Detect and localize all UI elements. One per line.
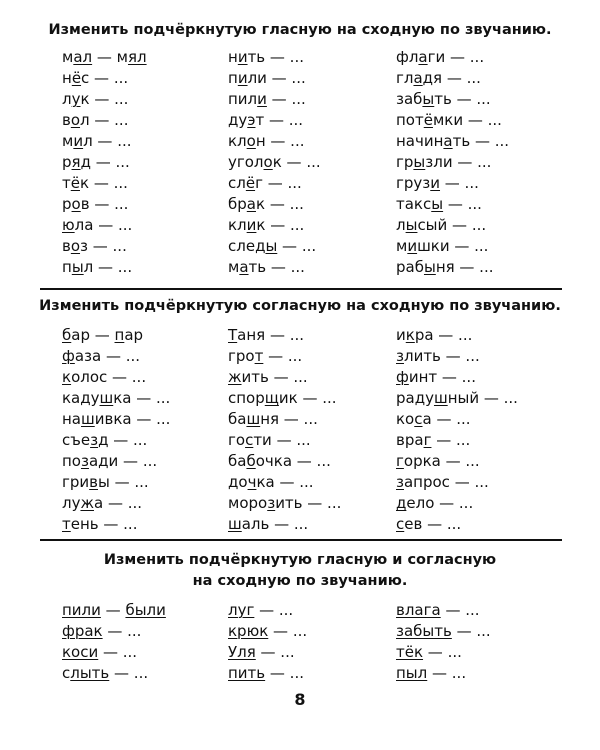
word-pair: запрос — ... [396,473,489,491]
word-pair: грот — ... [228,347,303,365]
word-pair: коси — ... [62,643,138,661]
word-pair: сев — ... [396,515,462,533]
word-pair: коса — ... [396,410,471,428]
word-grid [0,325,600,539]
word-pair: пили — были [62,601,166,619]
word-pair: ров — ... [62,195,129,213]
word-pair: бар — пар [62,326,144,344]
heading-line: Изменить подчёркнутую гласную на сходную по звучанию. [48,22,552,38]
word-pair: нёс — ... [62,69,129,87]
section-vowels [0,20,600,282]
word-pair: колос — ... [62,368,147,386]
section-divider [40,288,562,290]
word-pair: луг — ... [228,601,294,619]
heading-line: Изменить подчёркнутую согласную на сходную по звучанию. [39,298,561,314]
word-pair: Уля — ... [228,643,295,661]
word-pair: мил — ... [62,132,132,150]
word-pair: забыть — ... [396,90,491,108]
word-pair: нить — ... [228,48,304,66]
word-column [396,325,518,535]
word-pair: потёмки — ... [396,111,502,129]
word-pair: враг — ... [396,431,471,449]
word-pair: бабочка — ... [228,452,331,470]
word-pair: слёг — ... [228,174,302,192]
word-column [396,600,491,684]
word-pair: вол — ... [62,111,129,129]
word-pair: забыть — ... [396,622,491,640]
word-pair: юла — ... [62,216,133,234]
word-pair: пыл — ... [396,664,467,682]
heading-line: Изменить подчёркнутую гласную и согласную [103,552,497,568]
word-pair: шаль — ... [228,515,309,533]
word-pair: горка — ... [396,452,480,470]
word-pair: спорщик — ... [228,389,337,407]
word-column [228,600,307,684]
word-pair: начинать — ... [396,132,510,150]
word-pair: пили — ... [228,90,306,108]
word-pair: мишки — ... [396,237,489,255]
word-pair: дочка — ... [228,473,314,491]
word-pair: влага — ... [396,601,480,619]
word-column [396,47,509,278]
section-heading [0,20,600,41]
word-pair: следы — ... [228,237,317,255]
word-pair: брак — ... [228,195,304,213]
section-heading [0,550,600,592]
word-pair: гости — ... [228,431,311,449]
word-pair: ряд — ... [62,153,130,171]
word-grid [0,600,600,690]
word-pair: пыл — ... [62,258,133,276]
section-divider [40,539,562,541]
word-pair: лужа — ... [62,494,143,512]
section-consonants [0,296,600,539]
word-pair: мать — ... [228,258,305,276]
word-pair: мал — мял [62,48,147,66]
word-pair: грузи — ... [396,174,479,192]
section-heading [0,296,600,317]
word-pair: морозить — ... [228,494,342,512]
word-pair: крюк — ... [228,622,308,640]
word-pair: фрак — ... [62,622,142,640]
word-pair: лук — ... [62,90,129,108]
word-pair: позади — ... [62,452,158,470]
word-column [62,47,147,278]
word-pair: пить — ... [228,664,304,682]
word-pair: флаги — ... [396,48,485,66]
word-pair: финт — ... [396,368,476,386]
word-pair: пили — ... [228,69,306,87]
word-pair: грызли — ... [396,153,492,171]
word-pair: рабыня — ... [396,258,494,276]
word-pair: слыть — ... [62,664,149,682]
word-column [228,47,321,278]
word-pair: гладя — ... [396,69,481,87]
word-pair: Таня — ... [228,326,305,344]
word-pair: лысый — ... [396,216,487,234]
word-pair: дело — ... [396,494,474,512]
word-column [228,325,341,535]
page-number: 8 [294,690,306,709]
word-pair: клон — ... [228,132,305,150]
word-pair: воз — ... [62,237,127,255]
word-column [62,600,166,684]
word-pair: злить — ... [396,347,480,365]
word-pair: кадушка — ... [62,389,171,407]
word-pair: тёк — ... [396,643,462,661]
word-pair: тёк — ... [62,174,128,192]
word-pair: клик — ... [228,216,305,234]
word-pair: тень — ... [62,515,138,533]
word-pair: икра — ... [396,326,473,344]
word-pair: жить — ... [228,368,308,386]
word-pair: нашивка — ... [62,410,171,428]
word-grid [0,47,600,282]
word-pair: съезд — ... [62,431,148,449]
word-pair: таксы — ... [396,195,482,213]
word-column [62,325,170,535]
word-pair: уголок — ... [228,153,321,171]
word-pair: дуэт — ... [228,111,304,129]
word-pair: радушный — ... [396,389,518,407]
word-pair: гривы — ... [62,473,149,491]
section-vowel-consonant [0,550,600,690]
word-pair: башня — ... [228,410,318,428]
heading-line: на сходную по звучанию. [192,573,408,589]
word-pair: фаза — ... [62,347,141,365]
